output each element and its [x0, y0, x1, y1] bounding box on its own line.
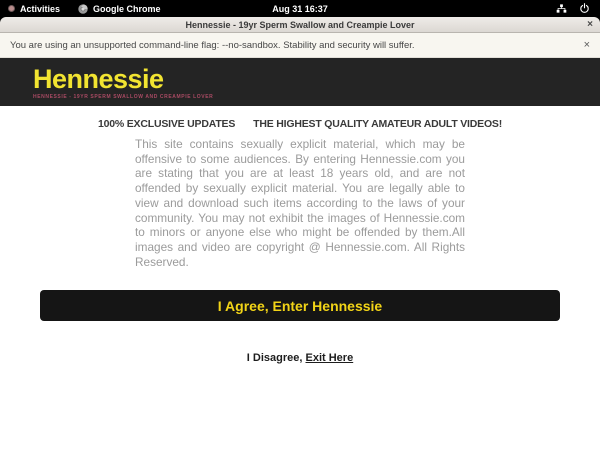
age-gate [0, 106, 600, 364]
window-close-icon[interactable]: × [587, 19, 593, 30]
agree-enter-button[interactable]: I Agree, Enter Hennessie [40, 290, 560, 321]
gnome-top-bar [0, 0, 600, 17]
infobar-message: You are using an unsupported command-line flag: --no-sandbox. Stability and security will suffer. [10, 39, 415, 51]
activities-label: Activities [20, 3, 61, 14]
headline-right: THE HIGHEST QUALITY AMATEUR ADULT VIDEOS! [253, 118, 503, 130]
network-icon[interactable] [556, 3, 567, 14]
focused-app-label: Google Chrome [93, 3, 161, 14]
power-icon[interactable] [579, 3, 590, 14]
exit-here-link[interactable]: Exit Here [305, 352, 354, 365]
clock-button[interactable]: Aug 31 16:37 [272, 3, 328, 14]
disclaimer-text: This site contains sexually explicit material, which may be offensive to some audiences. By entering Hennessie.com you are stating that you are at least 18 years old, and are not offended by sexually explicit material. You are legally able to view and download such items according to the laws of your community. You may not exhibit the images of Hennessie.com to minors or anyone else who might be offended by them.All images and video are copyright @ Hennessie.com. All Rights Reserved. [135, 137, 465, 269]
chrome-infobar [0, 33, 600, 58]
window-title-bar [0, 17, 600, 33]
disagree-label: I Disagree, [246, 352, 303, 365]
site-header [0, 58, 600, 106]
infobar-close-icon[interactable]: × [583, 39, 590, 51]
window-title: Hennessie - 19yr Sperm Swallow and Creampie Lover [185, 19, 415, 30]
site-tagline: HENNESSIE - 19YR SPERM SWALLOW AND CREAMPIE LOVER [33, 94, 214, 100]
page-viewport [0, 58, 600, 450]
site-logo[interactable]: Hennessie [33, 64, 164, 94]
page-headline [0, 106, 600, 130]
headline-left: 100% EXCLUSIVE UPDATES [97, 118, 236, 130]
disagree-row [0, 352, 600, 364]
